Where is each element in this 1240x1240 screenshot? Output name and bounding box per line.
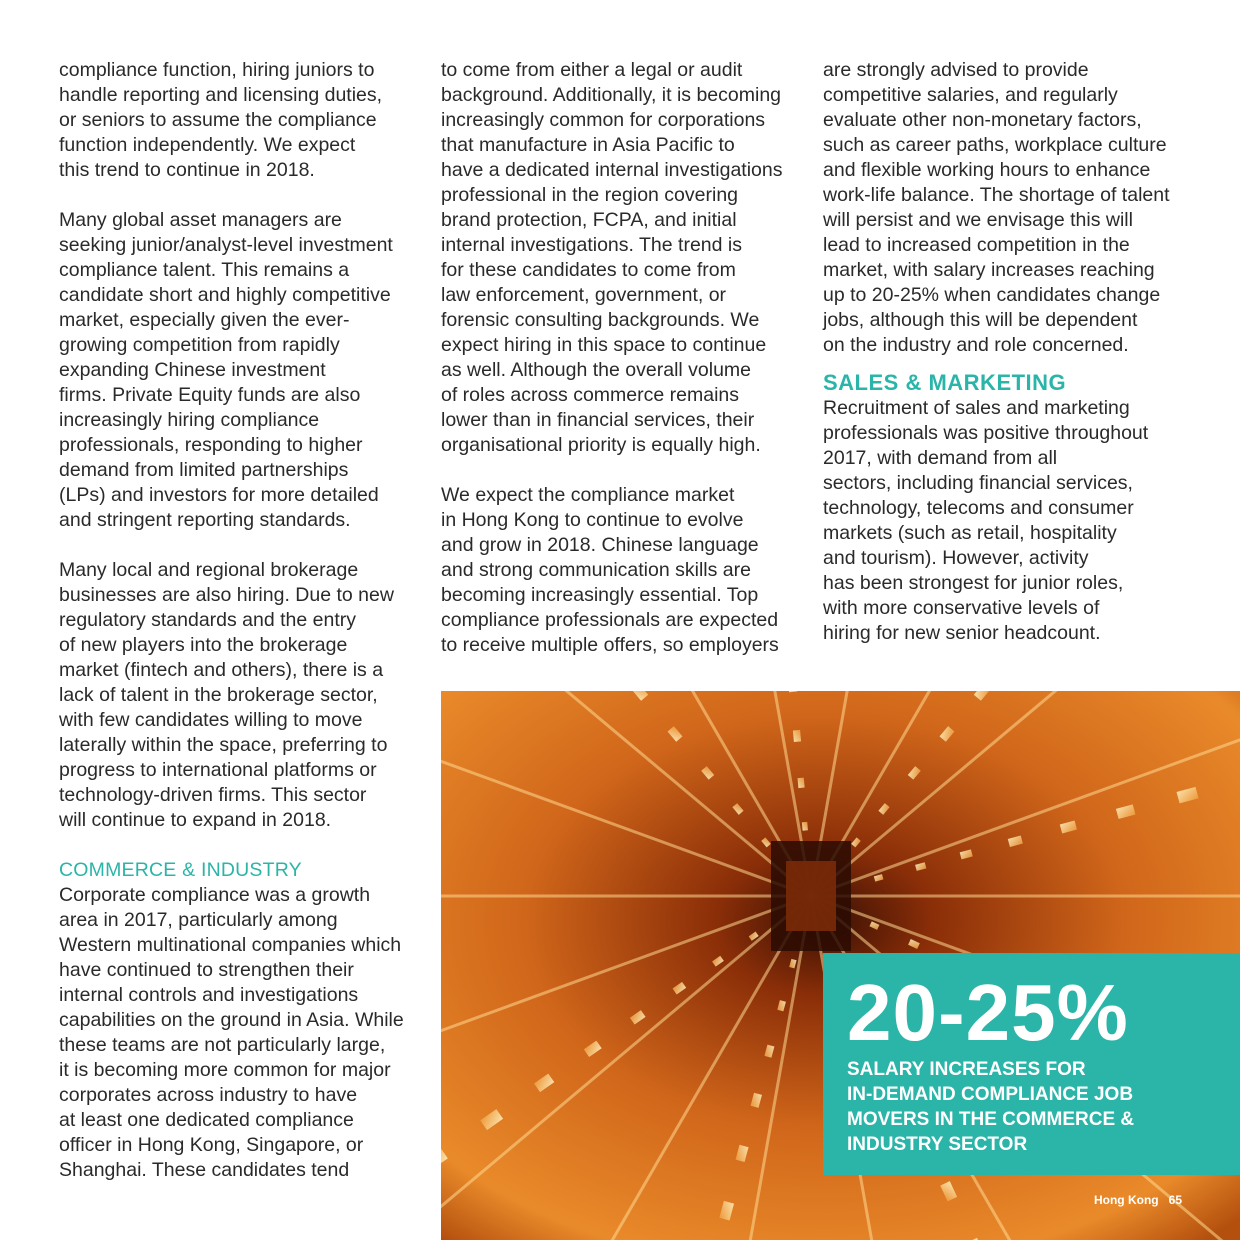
paragraph <box>441 58 801 458</box>
text-line: these teams are not particularly large, <box>59 1034 386 1056</box>
text-line: and grow in 2018. Chinese language <box>441 534 759 556</box>
text-line: We expect the compliance market <box>441 484 735 506</box>
decor-window <box>798 778 805 788</box>
text-line: handle reporting and licensing duties, <box>59 84 383 106</box>
paragraph <box>59 558 419 833</box>
text-line: will persist and we envisage this will <box>823 209 1133 231</box>
stat-callout <box>823 953 1240 1175</box>
text-line: compliance talent. This remains a <box>59 259 350 281</box>
text-line: work-life balance. The shortage of talent <box>823 184 1170 206</box>
text-line: INDUSTRY SECTOR <box>847 1134 1028 1155</box>
text-line: progress to international platforms or <box>59 759 377 781</box>
text-line: law enforcement, government, or <box>441 284 727 306</box>
text-line: sectors, including financial services, <box>823 472 1133 494</box>
text-line: markets (such as retail, hospitality <box>823 522 1117 544</box>
text-line: internal investigations. The trend is <box>441 234 742 256</box>
section-heading-commerce-industry: COMMERCE & INDUSTRY <box>59 859 302 881</box>
text-line: hiring for new senior headcount. <box>823 622 1101 644</box>
text-column-2 <box>441 58 801 658</box>
text-line: laterally within the space, preferring to <box>59 734 388 756</box>
text-line: this trend to continue in 2018. <box>59 159 315 181</box>
text-line: are strongly advised to provide <box>823 59 1089 81</box>
text-line: lead to increased competition in the <box>823 234 1130 256</box>
text-line: organisational priority is equally high. <box>441 434 761 456</box>
text-line: capabilities on the ground in Asia. While <box>59 1009 404 1031</box>
text-line: firms. Private Equity funds are also <box>59 384 361 406</box>
paragraph <box>59 208 419 533</box>
text-line: with more conservative levels of <box>823 597 1100 619</box>
text-line: seeking junior/analyst-level investment <box>59 234 393 256</box>
text-line: Shanghai. These candidates tend <box>59 1159 350 1181</box>
text-line: at least one dedicated compliance <box>59 1109 354 1131</box>
text-line: SALARY INCREASES FOR <box>847 1059 1086 1080</box>
text-line: to receive multiple offers, so employers <box>441 634 779 656</box>
text-line: has been strongest for junior roles, <box>823 572 1124 594</box>
text-line: growing competition from rapidly <box>59 334 340 356</box>
footer-section-name: Hong Kong <box>1093 1193 1159 1207</box>
text-line: officer in Hong Kong, Singapore, or <box>59 1134 364 1156</box>
text-line: corporates across industry to have <box>59 1084 358 1106</box>
text-line: Western multinational companies which <box>59 934 402 956</box>
text-line: internal controls and investigations <box>59 984 359 1006</box>
text-line: professionals was positive throughout <box>823 422 1149 444</box>
text-line: professionals, responding to higher <box>59 434 363 456</box>
text-line: competitive salaries, and regularly <box>823 84 1118 106</box>
text-line: professional in the region covering <box>441 184 739 206</box>
text-line: market, especially given the ever- <box>59 309 350 331</box>
section-heading-sales-marketing: SALES & MARKETING <box>823 370 1067 395</box>
text-line: increasingly common for corporations <box>441 109 766 131</box>
text-line: in Hong Kong to continue to evolve <box>441 509 744 531</box>
text-line: lack of talent in the brokerage sector, <box>59 684 378 706</box>
text-line: of new players into the brokerage <box>59 634 348 656</box>
text-line: becoming increasingly essential. Top <box>441 584 759 606</box>
text-line: forensic consulting backgrounds. We <box>441 309 760 331</box>
text-line: expanding Chinese investment <box>59 359 326 381</box>
text-line: to come from either a legal or audit <box>441 59 743 81</box>
text-line: compliance professionals are expected <box>441 609 779 631</box>
text-line: demand from limited partnerships <box>59 459 349 481</box>
text-line: and flexible working hours to enhance <box>823 159 1151 181</box>
text-line: background. Additionally, it is becoming <box>441 84 782 106</box>
text-line: brand protection, FCPA, and initial <box>441 209 737 231</box>
text-line: technology, telecoms and consumer <box>823 497 1134 519</box>
text-line: evaluate other non-monetary factors, <box>823 109 1142 131</box>
text-line: that manufacture in Asia Pacific to <box>441 134 735 156</box>
text-line: it is becoming more common for major <box>59 1059 391 1081</box>
decor-window <box>793 730 801 742</box>
text-line: Many local and regional brokerage <box>59 559 359 581</box>
paragraph <box>59 58 419 183</box>
paragraph <box>823 396 1203 646</box>
text-line: lower than in financial services, their <box>441 409 755 431</box>
text-line: and strong communication skills are <box>441 559 751 581</box>
text-line: regulatory standards and the entry <box>59 609 357 631</box>
text-line: and stringent reporting standards. <box>59 509 351 531</box>
text-line: IN-DEMAND COMPLIANCE JOB <box>847 1084 1134 1105</box>
paragraph <box>823 58 1203 358</box>
text-line: function independently. We expect <box>59 134 356 156</box>
text-line: Recruitment of sales and marketing <box>823 397 1130 419</box>
decor-window <box>802 822 808 831</box>
text-column-1 <box>59 58 419 1183</box>
text-line: such as career paths, workplace culture <box>823 134 1167 156</box>
text-line: expect hiring in this space to continue <box>441 334 767 356</box>
text-line: area in 2017, particularly among <box>59 909 338 931</box>
text-line: MOVERS IN THE COMMERCE & <box>847 1109 1135 1130</box>
text-line: Many global asset managers are <box>59 209 342 231</box>
text-line: Corporate compliance was a growth <box>59 884 371 906</box>
text-line: have a dedicated internal investigations <box>441 159 783 181</box>
text-line: of roles across commerce remains <box>441 384 740 406</box>
text-line: (LPs) and investors for more detailed <box>59 484 379 506</box>
stat-value: 20-25% <box>847 968 1129 1057</box>
text-line: or seniors to assume the compliance <box>59 109 377 131</box>
text-column-3 <box>823 58 1203 646</box>
text-line: candidate short and highly competitive <box>59 284 391 306</box>
text-line: businesses are also hiring. Due to new <box>59 584 394 606</box>
text-line: as well. Although the overall volume <box>441 359 752 381</box>
text-line: and tourism). However, activity <box>823 547 1089 569</box>
text-line: with few candidates willing to move <box>59 709 363 731</box>
text-line: will continue to expand in 2018. <box>59 809 332 831</box>
paragraph <box>59 883 419 1183</box>
text-line: compliance function, hiring juniors to <box>59 59 375 81</box>
text-line: have continued to strengthen their <box>59 959 354 981</box>
page-number: 65 <box>1168 1193 1182 1207</box>
text-line: market, with salary increases reaching <box>823 259 1155 281</box>
text-line: market (fintech and others), there is a <box>59 659 384 681</box>
text-line: increasingly hiring compliance <box>59 409 320 431</box>
text-line: 2017, with demand from all <box>823 447 1058 469</box>
text-line: for these candidates to come from <box>441 259 736 281</box>
paragraph <box>441 483 801 658</box>
page-footer <box>1084 1193 1182 1207</box>
text-line: up to 20-25% when candidates change <box>823 284 1161 306</box>
stat-caption <box>847 1057 1216 1157</box>
text-line: technology-driven firms. This sector <box>59 784 367 806</box>
text-line: jobs, although this will be dependent <box>823 309 1138 331</box>
text-line: on the industry and role concerned. <box>823 334 1129 356</box>
